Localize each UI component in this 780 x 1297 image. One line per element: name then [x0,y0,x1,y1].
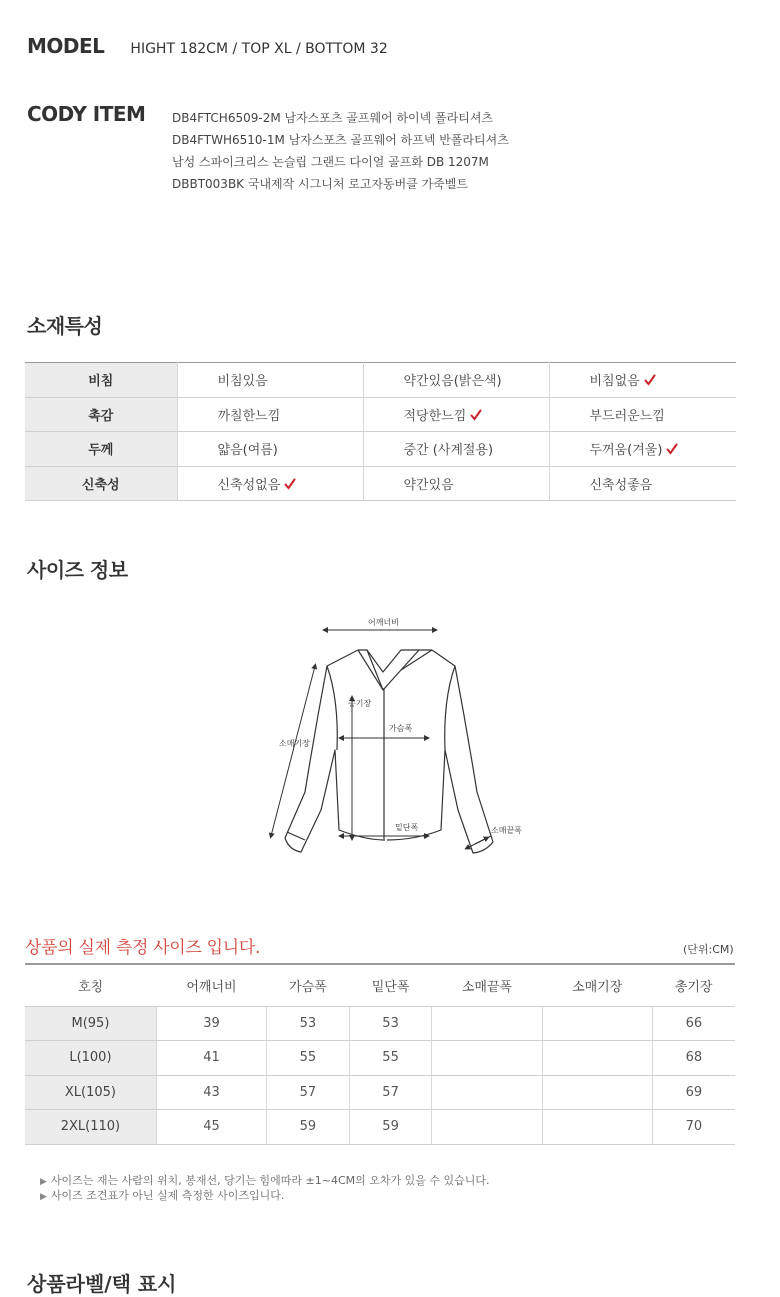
cody-item-label: CODY ITEM [27,102,146,126]
material-option-label: 두꺼움(겨울) [589,443,663,459]
material-row [25,397,736,432]
size-notes [40,1174,490,1204]
size-note [40,1174,490,1189]
size-cell [432,1006,542,1041]
material-option [363,432,549,467]
size-cell: 55 [267,1041,350,1076]
material-option-label: 비침있음 [217,374,268,390]
cody-item[interactable]: DB4FTCH6509-2M 남자스포츠 골프웨어 하이넥 폴라티셔츠 [172,111,494,125]
material-option-label: 신축성좋음 [589,477,653,493]
size-cell: 39 [156,1006,266,1041]
size-cell [542,1041,652,1076]
cody-item-list [172,107,509,195]
size-cell [432,1110,542,1145]
material-row-label: 신축성 [25,466,177,501]
material-option-label: 신축성없음 [217,477,281,493]
model-label: MODEL [27,34,105,58]
size-table-header: 총기장 [652,964,735,1006]
size-unit: (단위:CM) [683,943,734,956]
material-option [549,432,736,467]
material-row-label: 비침 [25,363,177,398]
diagram-label-sleeve-length: 소매기장 [279,739,310,748]
size-note-text: 사이즈 조견표가 아닌 실제 측정한 사이즈입니다. [50,1189,285,1202]
material-option [363,363,549,398]
material-option-label: 중간 (사계절용) [403,443,494,459]
material-table [25,362,736,501]
diagram-label-total-length: 총기장 [348,699,372,708]
size-cell: 68 [652,1041,735,1076]
size-table-header: 호칭 [25,964,156,1006]
size-cell: 57 [349,1075,432,1110]
size-cell: 41 [156,1041,266,1076]
material-option [363,397,549,432]
size-row-label: XL(105) [25,1075,156,1110]
size-cell [542,1110,652,1145]
size-note-text: 사이즈는 재는 사람의 위치, 봉재선, 당기는 힘에따라 ±1~4CM의 오차가 있을 수 있습니다. [50,1174,490,1187]
size-cell [432,1075,542,1110]
cody-item[interactable]: DB4FTWH6510-1M 남자스포츠 골프웨어 하프넥 반폴라티셔츠 [172,133,509,147]
size-table-header: 밑단폭 [349,964,432,1006]
size-table-header: 어깨너비 [156,964,266,1006]
size-table-header: 소매끝폭 [432,964,542,1006]
material-option [177,466,363,501]
material-option-label: 약간있음 [403,477,454,493]
checkmark-icon [666,443,678,455]
material-row [25,432,736,467]
diagram-label-chest: 가슴폭 [389,724,413,733]
size-table-caption: 상품의 실제 측정 사이즈 입니다. [25,938,261,958]
diagram-label-shoulder: 어깨너비 [368,618,399,627]
size-table-row [25,1006,735,1041]
size-info-title: 사이즈 정보 [27,558,128,582]
size-cell: 57 [267,1075,350,1110]
model-value: HIGHT 182CM / TOP XL / BOTTOM 32 [130,41,388,57]
material-option [177,363,363,398]
jacket-measurement-diagram [255,610,545,870]
size-cell: 59 [349,1110,432,1145]
cody-item[interactable]: DBBT003BK 국내제작 시그니처 로고자동버클 가죽벨트 [172,177,468,191]
material-option-label: 까칠한느낌 [217,408,281,424]
material-row [25,363,736,398]
size-cell [542,1006,652,1041]
size-table [25,963,735,1145]
material-row-label: 두께 [25,432,177,467]
material-option [549,363,736,398]
size-row-label: M(95) [25,1006,156,1041]
size-table-row [25,1110,735,1145]
material-option [177,397,363,432]
size-cell: 53 [267,1006,350,1041]
size-row-label: 2XL(110) [25,1110,156,1145]
size-cell: 59 [267,1110,350,1145]
size-cell: 69 [652,1075,735,1110]
triangle-bullet-icon: ▶ [40,1192,47,1202]
checkmark-icon [284,478,296,490]
size-table-row [25,1075,735,1110]
size-cell: 43 [156,1075,266,1110]
diagram-label-cuff: 소매끝폭 [491,826,522,835]
size-cell: 70 [652,1110,735,1145]
size-row-label: L(100) [25,1041,156,1076]
size-cell [542,1075,652,1110]
material-option [549,466,736,501]
material-title: 소재특성 [27,314,103,338]
material-option-label: 얇음(여름) [217,443,278,459]
size-table-header: 가슴폭 [267,964,350,1006]
material-option-label: 부드러운느낌 [589,408,665,424]
material-row-label: 촉감 [25,397,177,432]
material-option [363,466,549,501]
next-section-title: 상품라벨/택 표시 [27,1272,177,1296]
model-row [27,34,388,58]
size-cell [432,1041,542,1076]
material-option-label: 약간있음(밝은색) [403,374,502,390]
checkmark-icon [644,374,656,386]
size-note [40,1189,490,1204]
checkmark-icon [470,409,482,421]
material-option-label: 비침없음 [589,374,640,390]
material-option-label: 적당한느낌 [403,408,467,424]
size-cell: 45 [156,1110,266,1145]
size-cell: 66 [652,1006,735,1041]
triangle-bullet-icon: ▶ [40,1177,47,1187]
diagram-label-hem: 밑단폭 [395,823,419,832]
material-option [549,397,736,432]
size-cell: 55 [349,1041,432,1076]
material-row [25,466,736,501]
cody-item[interactable]: 남성 스파이크리스 논슬립 그랜드 다이얼 골프화 DB 1207M [172,155,489,169]
size-table-row [25,1041,735,1076]
material-option [177,432,363,467]
size-cell: 53 [349,1006,432,1041]
jacket-outline-illustration [255,610,545,870]
size-table-header: 소매기장 [542,964,652,1006]
